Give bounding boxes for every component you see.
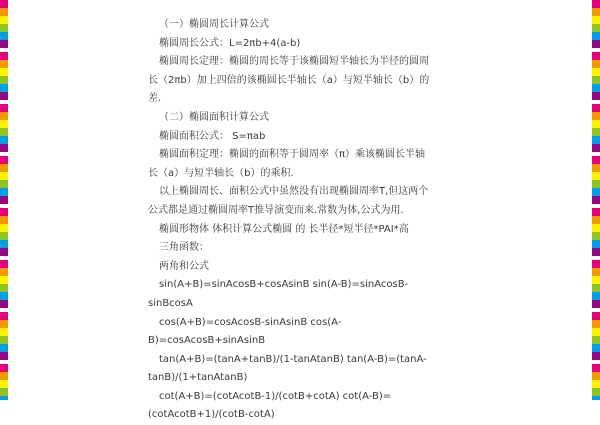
text-line: 差.: [148, 93, 162, 105]
text-line: （一）椭圆周长计算公式: [159, 19, 269, 30]
text-line: 长（2πb）加上四倍的该椭圆长半轴长（a）与短半轴长（b）的: [148, 74, 430, 86]
right-rainbow-border: [592, 0, 600, 400]
text-line: sinBcosA: [148, 297, 193, 309]
text-line: 椭圆周长公式：L=2πb+4(a-b): [159, 37, 301, 49]
text-line: 以上椭圆周长、面积公式中虽然没有出现椭圆周率T,但这两个: [159, 186, 429, 198]
text-line: 椭圆面积公式： S=πab: [159, 130, 266, 142]
article-body: [148, 16, 460, 425]
text-line: cot(A+B)=(cotAcotB-1)/(cotB+cotA) cot(A-B)=: [159, 390, 392, 402]
text-line: 两角和公式: [159, 260, 209, 272]
text-line: 三角函数：: [159, 242, 209, 254]
text-line: sin(A+B)=sinAcosB+cosAsinB sin(A-B)=sinAcosB-: [159, 279, 409, 291]
text-line: 长（a）与短半轴长（b）的乘积.: [148, 167, 294, 179]
text-line: (cotAcotB+1)/(cotB-cotA): [148, 409, 275, 421]
text-line: 椭圆周长定理：椭圆的周长等于该椭圆短半轴长为半径的圆周: [159, 56, 429, 68]
text-line: 公式都是通过椭圆周率T推导演变而来.常数为体,公式为用.: [148, 204, 404, 216]
text-line: 椭圆形物体 体积计算公式椭圆 的 长半径*短半径*PAI*高: [159, 223, 409, 235]
left-rainbow-border: [0, 0, 8, 400]
text-line: cos(A+B)=cosAcosB-sinAsinB cos(A-: [159, 316, 342, 328]
text-line: B)=cosAcosB+sinAsinB: [148, 335, 266, 347]
text-line: tanB)/(1+tanAtanB): [148, 372, 248, 384]
text-line: （二）椭圆面积计算公式: [159, 111, 269, 123]
text-line: tan(A+B)=(tanA+tanB)/(1-tanAtanB) tan(A-B)=(tanA-: [159, 353, 427, 365]
text-line: 椭圆面积定理：椭圆的面积等于圆周率（π）乘该椭圆长半轴: [159, 149, 426, 161]
